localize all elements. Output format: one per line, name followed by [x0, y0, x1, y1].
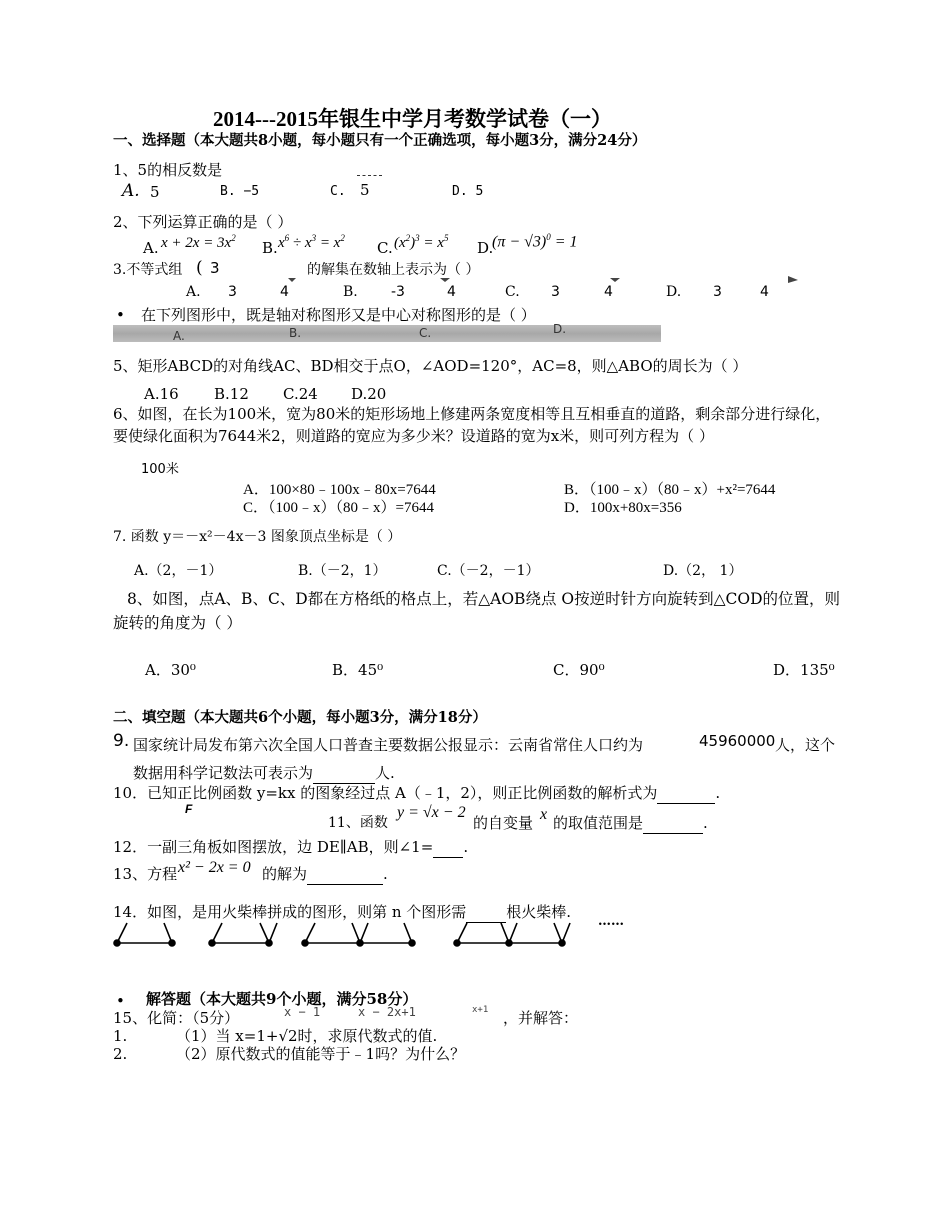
section-header: 一、选择题（本大题共8小题，每小题只有一个正确选项，每小题3分，满分24分）	[113, 132, 647, 149]
q11-var: x	[540, 806, 548, 823]
q6-option-b: B．（100﹣x）（80﹣x）+x²=7644	[564, 482, 776, 498]
q5-option-b: B.12	[214, 385, 249, 403]
q4-option-a: A.	[173, 329, 185, 343]
q5-option-a: A.16	[144, 385, 179, 403]
q7-option-d: D.（2， 1）	[663, 563, 743, 579]
q13-text-start: 13、方程	[113, 865, 178, 883]
q1-option-c: C.	[330, 184, 346, 199]
q15-tail: ，并解答：	[503, 1009, 579, 1027]
q15-sub1-number: 1.	[113, 1027, 128, 1045]
q3-b-num1: -3	[391, 284, 405, 300]
section-3-header: 解答题（本大题共9个小题，满分58分）	[146, 990, 418, 1008]
stray-letter-f: F	[185, 802, 193, 816]
q10-line: 10．已知正比例函数 y=kx 的图象经过点 A（﹣1，2），则正比例函数的解析式为 .	[113, 784, 721, 802]
q2-option-a-expr: $x + 2x = 3x^2$	[161, 233, 236, 251]
q13-expr: x² − 2x = 0	[178, 859, 251, 876]
page-title: 2014---2015年银生中学月考数学试卷（一）	[213, 107, 612, 131]
q4-option-d: D.	[553, 322, 567, 336]
q5-option-d: D.20	[351, 385, 387, 403]
q2-option-b: B.	[262, 239, 278, 257]
q15-stem: 15、化简：（5分）	[113, 1009, 240, 1027]
q1-option-a: A.	[122, 181, 140, 201]
q7-option-b: B.（－2，1）	[298, 563, 387, 579]
q1-option-c-value: 5	[360, 181, 370, 199]
q6-option-a: A．100×80﹣100x﹣80x=7644	[243, 482, 436, 498]
q8-option-d: D．135⁰	[773, 661, 835, 679]
q7-option-c: C.（－2，－1）	[437, 563, 540, 579]
q15-fraction-3: x+1	[472, 1005, 489, 1015]
q12-answer-blank[interactable]	[433, 837, 463, 858]
q3-brace: (	[196, 258, 203, 278]
q8-option-c: C．90⁰	[553, 661, 605, 679]
q3-option-c: C.	[505, 284, 520, 300]
q12-line: 12．一副三角板如图摆放，边 DE∥AB，则∠1= .	[113, 838, 469, 856]
q3-d-num1: 3	[713, 284, 722, 300]
q3-c-num1: 3	[551, 284, 560, 300]
question-2-stem: 2、下列运算正确的是（ ）	[113, 213, 293, 231]
q2-option-d: D.	[477, 239, 494, 257]
q1-option-a-value: 5	[150, 183, 160, 201]
question-4-stem: 在下列图形中，既是轴对称图形又是中心对称图形的是（ ）	[141, 306, 536, 324]
q3-a-num1: 3	[228, 284, 237, 300]
q11-text-mid: 的自变量	[473, 814, 534, 832]
q2-option-c-expr: $(x^2)^3 = x^5$	[394, 233, 449, 251]
q2-option-c: C.	[377, 239, 393, 257]
question-3-stem-start: 3.不等式组	[113, 262, 183, 278]
q3-a-num2: 4	[280, 284, 289, 300]
q5-option-c: C.24	[283, 385, 318, 403]
q10-answer-blank[interactable]	[657, 783, 715, 804]
q2-option-b-expr: $x^6 \div x^3 = x^2$	[278, 233, 345, 251]
q3-d-num2: 4	[760, 284, 769, 300]
q9-population-number: 45960000	[699, 732, 776, 750]
q4-option-c: C.	[419, 326, 432, 340]
question-1-stem: 1、5的相反数是	[113, 161, 223, 179]
q8-option-a: A．30⁰	[145, 661, 196, 679]
q11-text-start: 11、函数	[328, 815, 388, 831]
question-3-stem-end: 的解集在数轴上表示为（ ）	[307, 262, 480, 278]
q11-answer-blank[interactable]	[643, 813, 703, 834]
question-5-stem: 5、矩形ABCD的对角线AC、BD相交于点O，∠AOD=120°，AC=8，则△ABO的周长为（ ）	[113, 357, 748, 375]
q15-fraction-1: x − 1	[284, 1005, 321, 1019]
q9-text-start: 国家统计局发布第六次全国人口普查主要数据公报显示：云南省常住人口约为	[133, 736, 644, 754]
q15-sub2-number: 2.	[113, 1045, 128, 1063]
question-7-stem: 7. 函数 y＝－x²－4x－3 图象顶点坐标是（ ）	[113, 529, 402, 545]
q14-ellipsis: ……	[598, 914, 624, 929]
q1-option-b: B. −5	[220, 184, 260, 199]
section-2-header: 二、填空题（本大题共6个小题，每小题3分，满分18分）	[113, 709, 487, 726]
q9-line2: 数据用科学记数法可表示为 人.	[133, 764, 395, 782]
q3-c-num2: 4	[604, 284, 613, 300]
q15-fraction-2: x − 2x+1	[358, 1005, 416, 1019]
q3-brace-number: 3	[210, 259, 220, 277]
q1-option-d: D. 5	[452, 184, 484, 199]
q4-bullet: •	[116, 306, 125, 324]
q2-option-a: A.	[143, 239, 159, 257]
q9-text-end: 人，这个	[775, 736, 836, 754]
q2-option-d-expr: $(\pi - √3)^0 = 1$	[492, 232, 578, 251]
section-3-bullet: •	[116, 992, 125, 1010]
q3-option-b: B.	[343, 284, 358, 300]
q9-number: 9.	[113, 731, 130, 751]
q11-line: 的取值范围是 .	[553, 814, 708, 832]
question-6-stem: 6、如图，在长为100米，宽为80米的矩形场地上修建两条宽度相等且互相垂直的道路，剩余部分进行绿化，要使绿化面积为7644米2，则道路的宽应为多少米？设道路的宽为x米，则可列方程为（ ）	[113, 405, 831, 445]
q13-answer-blank[interactable]	[307, 864, 383, 885]
q9-answer-blank[interactable]	[313, 763, 375, 784]
q3-option-a: A.	[186, 284, 201, 300]
q13-line: 的解为 .	[262, 865, 388, 883]
q11-expr: y = √x − 2	[397, 804, 466, 821]
q6-figure-label: 100米	[141, 462, 179, 477]
q4-option-b: B.	[289, 326, 302, 340]
q4-figures-strip	[113, 322, 661, 343]
matchstick-figures	[112, 918, 592, 952]
q7-option-a: A.（2，－1）	[134, 563, 223, 579]
q6-option-d: D．100x+80x=356	[564, 500, 682, 516]
q3-number-line-arrows	[200, 276, 810, 286]
q15-sub2: （2）原代数式的值能等于﹣1吗？为什么？	[176, 1045, 466, 1063]
q3-option-d: D.	[666, 284, 682, 300]
q1-fraction-bar	[357, 175, 382, 176]
q6-option-c: C．（100﹣x）（80﹣x）=7644	[243, 500, 434, 516]
q15-sub1: （1）当 x=1+√2时，求原代数式的值.	[176, 1027, 438, 1045]
question-8-stem: 8、如图，点A、B、C、D都在方格纸的格点上，若△AOB绕点 O按逆时针方向旋转到△COD的位置，则旋转的角度为（ ）	[113, 590, 840, 632]
q8-option-b: B．45⁰	[332, 661, 384, 679]
q3-b-num2: 4	[447, 284, 456, 300]
q14-line: 14．如图，是用火柴棒拼成的图形，则第 n 个图形需 根火柴棒.	[113, 903, 572, 921]
